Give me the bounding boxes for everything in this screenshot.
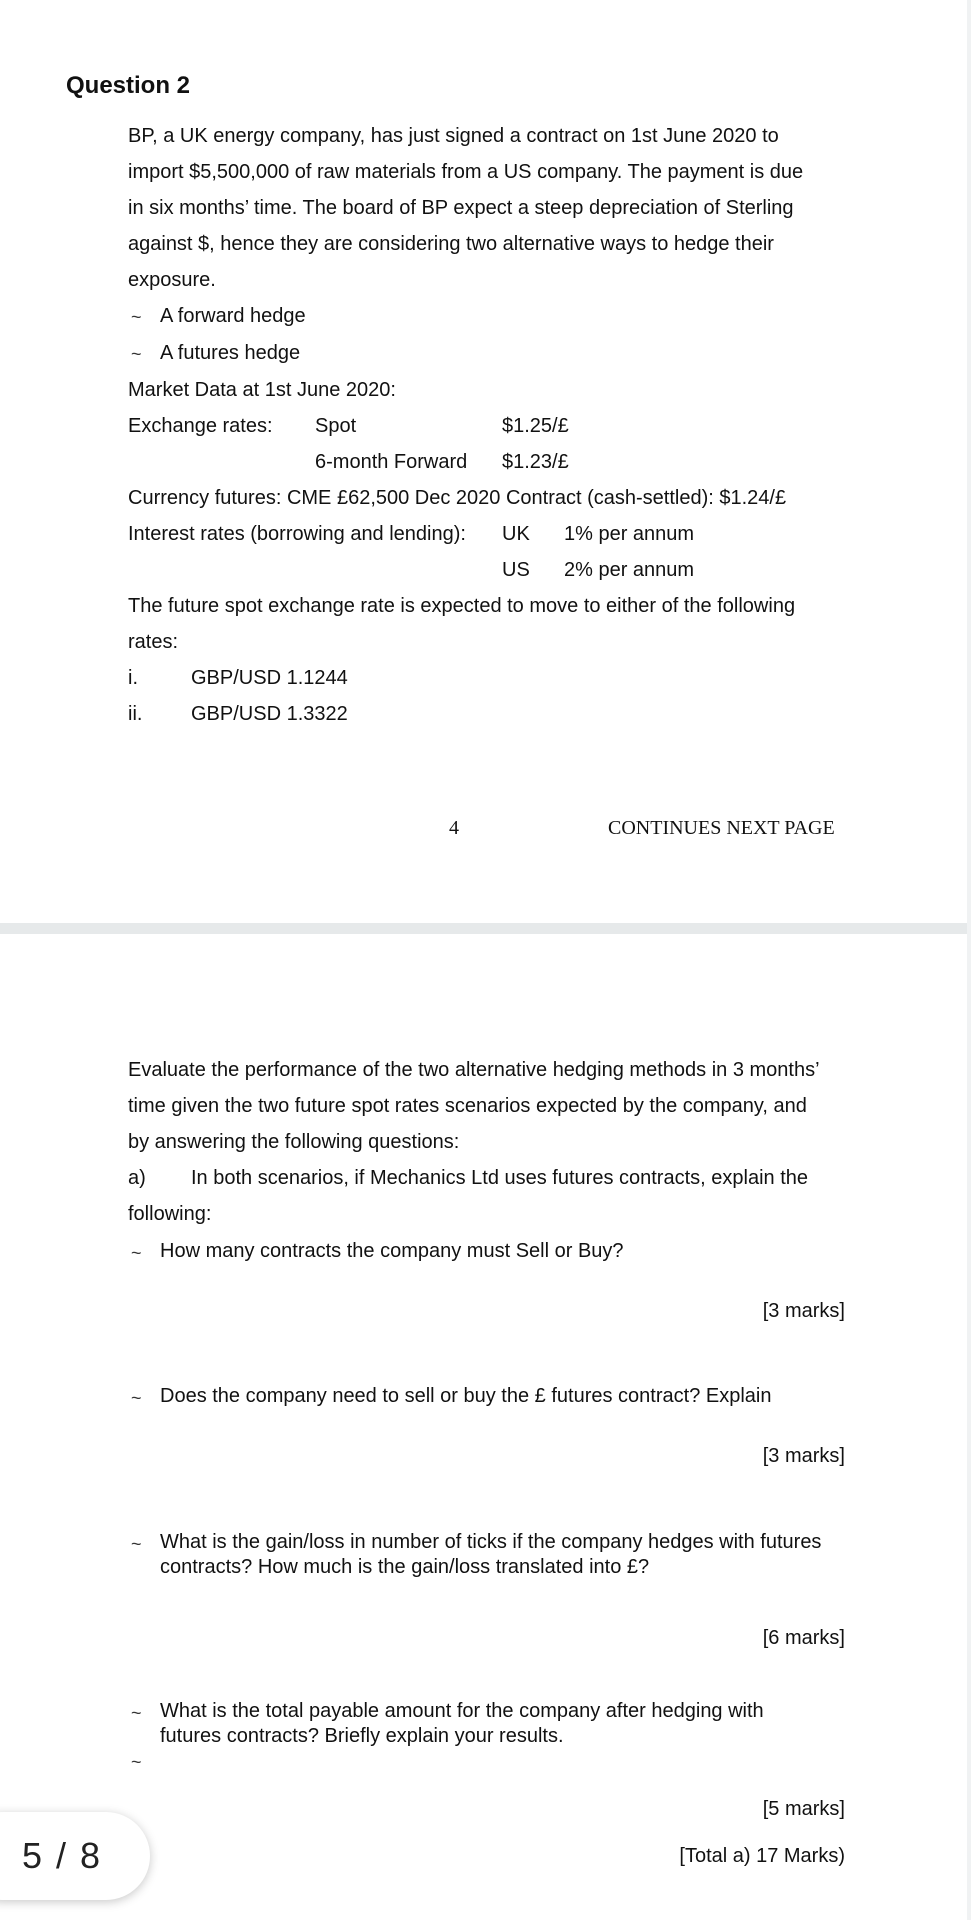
bullet-tilde-icon: ~ — [131, 1752, 142, 1772]
marks-label: [6 marks] — [762, 1627, 845, 1649]
intro-line: in six months’ time. The board of BP expect a steep depreciation of Sterling — [128, 197, 794, 219]
market-data-label: Market Data at 1st June 2020: — [128, 379, 396, 401]
intro-line: BP, a UK energy company, has just signed a contract on 1st June 2020 to — [128, 125, 779, 147]
hedge-option: A forward hedge — [160, 305, 306, 327]
marks-label: [3 marks] — [762, 1300, 845, 1322]
question-text: How many contracts the company must Sell or Buy? — [160, 1240, 624, 1262]
forward-value: $1.23/£ — [502, 451, 569, 473]
part-a-marker: a) — [128, 1167, 146, 1189]
us-label: US — [502, 559, 530, 581]
eval-line: Evaluate the performance of the two alternative hedging methods in 3 months’ — [128, 1059, 820, 1081]
intro-line: exposure. — [128, 269, 216, 291]
forward-label: 6-month Forward — [315, 451, 468, 473]
spot-label: Spot — [315, 415, 357, 437]
question-text: contracts? How much is the gain/loss translated into £? — [160, 1556, 650, 1578]
scenario-marker: ii. — [128, 703, 143, 725]
scenario-marker: i. — [128, 667, 138, 689]
uk-label: UK — [502, 523, 530, 545]
us-rate: 2% per annum — [564, 559, 695, 581]
part-a-text: In both scenarios, if Mechanics Ltd uses futures contracts, explain the — [191, 1167, 808, 1189]
page-divider — [0, 923, 971, 934]
bullet-tilde-icon: ~ — [131, 1243, 142, 1263]
question-heading: Question 2 — [66, 72, 191, 99]
interest-label: Interest rates (borrowing and lending): — [128, 523, 466, 545]
bullet-tilde-icon: ~ — [131, 1534, 142, 1554]
bullet-tilde-icon: ~ — [131, 1388, 142, 1408]
intro-line: against $, hence they are considering two alternative ways to hedge their — [128, 233, 774, 255]
intro-line: import $5,500,000 of raw materials from a US company. The payment is due — [128, 161, 804, 183]
question-text: What is the total payable amount for the company after hedging with — [160, 1700, 764, 1722]
eval-line: by answering the following questions: — [128, 1131, 460, 1153]
uk-rate: 1% per annum — [564, 523, 695, 545]
bullet-tilde-icon: ~ — [131, 1703, 142, 1723]
eval-line: time given the two future spot rates scenarios expected by the company, and — [128, 1095, 807, 1117]
bullet-tilde-icon: ~ — [131, 344, 142, 364]
page-indicator[interactable] — [0, 1812, 150, 1900]
question-text: Does the company need to sell or buy the £ futures contract? Explain — [160, 1385, 772, 1407]
spot-value: $1.25/£ — [502, 415, 569, 437]
total-marks: [Total a) 17 Marks) — [679, 1845, 845, 1867]
bullet-tilde-icon: ~ — [131, 307, 142, 327]
hedge-option: A futures hedge — [160, 342, 301, 364]
marks-label: [3 marks] — [762, 1445, 845, 1467]
marks-label: [5 marks] — [762, 1798, 845, 1820]
page-number: 4 — [449, 817, 459, 839]
expectation-line: The future spot exchange rate is expected to move to either of the following — [128, 595, 796, 617]
question-text: What is the gain/loss in number of ticks if the company hedges with futures — [160, 1531, 822, 1553]
part-a-cont: following: — [128, 1203, 212, 1225]
exchange-rates-label: Exchange rates: — [128, 415, 273, 437]
question-text: futures contracts? Briefly explain your results. — [160, 1725, 564, 1747]
expectation-line: rates: — [128, 631, 179, 653]
scenario-rate: GBP/USD 1.1244 — [191, 667, 348, 689]
continues-note: CONTINUES NEXT PAGE — [608, 817, 835, 839]
futures-line: Currency futures: CME £62,500 Dec 2020 Contract (cash-settled): $1.24/£ — [128, 487, 787, 509]
viewer-edge — [967, 0, 971, 1920]
page-indicator-text: 5 / 8 — [22, 1835, 103, 1876]
scenario-rate: GBP/USD 1.3322 — [191, 703, 348, 725]
